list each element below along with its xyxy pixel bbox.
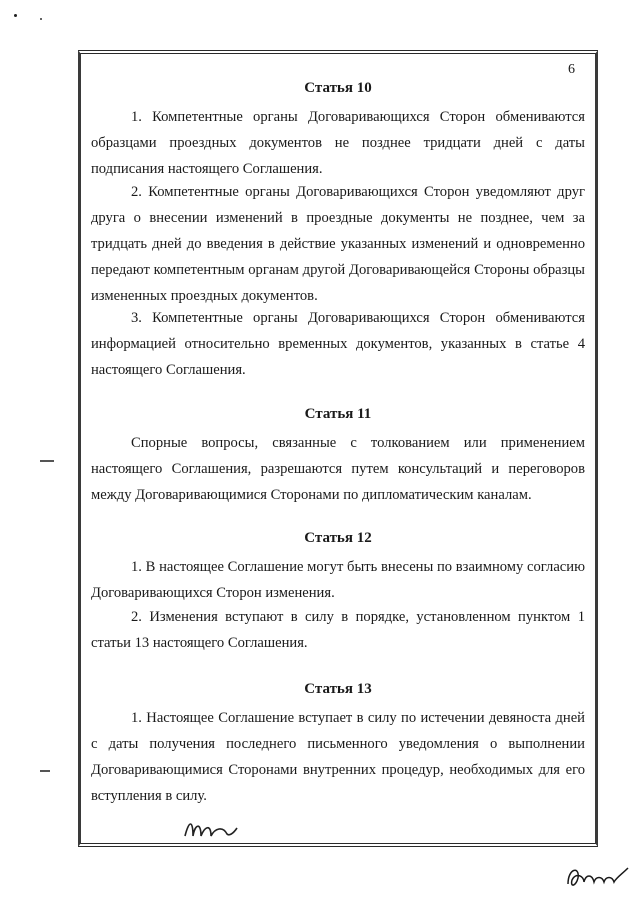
scan-speck — [40, 460, 54, 462]
handwritten-initials — [181, 814, 241, 844]
article-10-paragraph-3: 3. Компетентные органы Договаривающихся Сторон обмениваются информацией относительно временных документов, указанных в статье 4 настоящего Соглашения. — [91, 310, 585, 378]
article-11-paragraph-1: Спорные вопросы, связанные с толкованием или применением настоящего Соглашения, разрешаются путем консультаций и переговоров между Договаривающимися Сторонами по дипломатическим каналам. — [91, 435, 585, 503]
scan-speck — [40, 18, 42, 20]
article-12-paragraph-1: 1. В настоящее Соглашение могут быть внесены по взаимному согласию Договаривающихся Сторон изменения. — [91, 559, 585, 601]
article-10-paragraph-2: 2. Компетентные органы Договаривающихся Сторон уведомляют друг друга о внесении изменений в проездные документы не позднее, чем за тридцать дней до введения в действие указанных изменений и одновременно передают компетентным органам другой Договаривающейся Стороны образцы измененных проездных документов. — [91, 184, 585, 304]
article-10-title: Статья 10 — [304, 80, 372, 96]
article-12-title: Статья 12 — [304, 530, 372, 546]
scan-speck — [40, 770, 50, 772]
handwritten-signature — [562, 858, 632, 894]
article-10-paragraph-1: 1. Компетентные органы Договаривающихся Сторон обмениваются образцами проездных документов не позднее тридцати дней с даты подписания настоящего Соглашения. — [91, 109, 585, 177]
page-number: 6 — [568, 62, 575, 77]
article-13-title: Статья 13 — [304, 681, 372, 697]
document-page — [78, 50, 598, 847]
article-11-title: Статья 11 — [304, 406, 372, 422]
article-13-paragraph-1: 1. Настоящее Соглашение вступает в силу по истечении девяноста дней с даты получения последнего письменного уведомления о выполнении Договаривающимися Сторонами внутренних процедур, необходимых для его вступления в силу. — [91, 710, 585, 804]
scan-speck — [14, 14, 17, 17]
article-12-paragraph-2: 2. Изменения вступают в силу в порядке, установленном пунктом 1 статьи 13 настоящего Соглашения. — [91, 609, 585, 651]
